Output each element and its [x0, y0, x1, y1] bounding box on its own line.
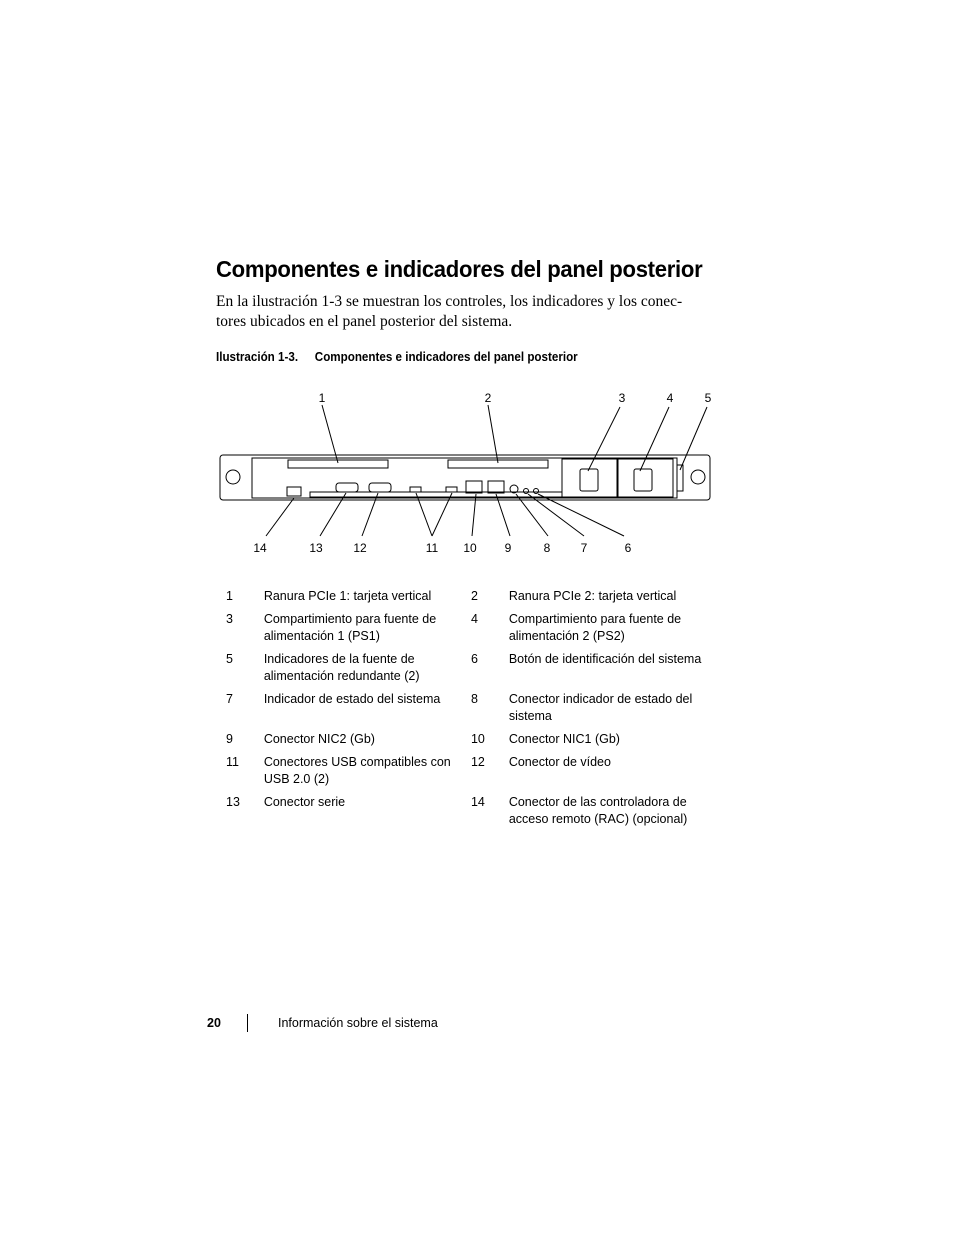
callout-3: 3 [618, 391, 626, 405]
legend-number: 6 [470, 652, 478, 666]
legend-number: 11 [226, 755, 239, 769]
footer-separator [247, 1014, 248, 1032]
legend-text: Compartimiento para fuente de alimentación 2 (PS2) [508, 612, 682, 643]
legend-text: Conector NIC1 (Gb) [508, 732, 620, 746]
callout-7: 7 [580, 541, 588, 555]
figure-caption [216, 350, 578, 364]
legend-row [226, 588, 716, 611]
legend-number: 13 [226, 795, 240, 809]
legend-text: Ranura PCIe 2: tarjeta vertical [508, 589, 677, 603]
legend-row [226, 691, 716, 731]
legend-number: 9 [226, 732, 233, 746]
legend-number: 3 [226, 612, 233, 626]
callout-10: 10 [463, 541, 477, 555]
legend-text: Conectores USB compatibles con USB 2.0 (2) [263, 755, 451, 786]
legend-number: 2 [470, 589, 478, 603]
legend-text: Conector de las controladora de acceso remoto (RAC) (opcional) [508, 795, 688, 826]
usb-connector-2 [446, 487, 457, 492]
page-heading: Componentes e indicadores del panel posterior [216, 256, 703, 282]
rear-panel-illustration [214, 385, 714, 560]
legend-number: 10 [470, 732, 485, 746]
nic2-connector [488, 481, 504, 493]
intro-line-1: En la ilustración 1-3 se muestran los controles, los indicadores y los conec- [216, 293, 683, 310]
legend-row [226, 731, 716, 754]
page-number: 20 [207, 1016, 221, 1030]
legend-row [226, 754, 716, 794]
system-status-indicator [524, 489, 529, 494]
figure-title: Componentes e indicadores del panel posterior [314, 350, 578, 364]
intro-paragraph [216, 292, 716, 332]
callout-9: 9 [504, 541, 512, 555]
legend-row [226, 794, 716, 834]
callout-8: 8 [543, 541, 551, 555]
callout-12: 12 [353, 541, 367, 555]
usb-connector-1 [410, 487, 421, 492]
legend-number: 4 [470, 612, 478, 626]
callout-6: 6 [624, 541, 632, 555]
nic1-connector [466, 481, 482, 493]
legend-text: Botón de identificación del sistema [508, 652, 702, 666]
callout-11: 11 [425, 541, 439, 555]
legend-number: 14 [470, 795, 485, 809]
legend-text: Conector indicador de estado del sistema [508, 692, 693, 723]
footer-section-title: Información sobre el sistema [278, 1016, 438, 1030]
legend-number: 12 [470, 755, 485, 769]
callout-5: 5 [704, 391, 712, 405]
rack-ear-right [691, 470, 705, 484]
ps2-socket [634, 469, 652, 491]
intro-line-2: tores ubicados en el panel posterior del sistema. [216, 313, 513, 330]
legend-text: Conector serie [263, 795, 346, 809]
callout-2: 2 [484, 391, 492, 405]
legend-text: Compartimiento para fuente de alimentación 1 (PS1) [263, 612, 437, 643]
legend-text: Indicadores de la fuente de alimentación redundante (2) [263, 652, 420, 683]
legend-number: 5 [226, 652, 233, 666]
rack-ear-left [226, 470, 240, 484]
legend-row [226, 611, 716, 651]
legend-text: Conector de vídeo [508, 755, 611, 769]
system-id-button [534, 489, 539, 494]
chassis-outline [220, 455, 710, 500]
legend-number: 7 [226, 692, 233, 706]
legend-number: 8 [470, 692, 478, 706]
rac-connector [287, 487, 301, 496]
legend-row [226, 651, 716, 691]
legend-text: Indicador de estado del sistema [263, 692, 441, 706]
callout-13: 13 [309, 541, 323, 555]
figure-label: Ilustración 1-3. [216, 350, 299, 364]
legend-text: Conector NIC2 (Gb) [263, 732, 375, 746]
ps1-socket [580, 469, 598, 491]
legend-number: 1 [226, 589, 233, 603]
video-connector [369, 483, 391, 492]
callout-1: 1 [318, 391, 326, 405]
serial-connector [336, 483, 358, 492]
rear-panel-figure [214, 385, 714, 560]
callout-4: 4 [666, 391, 674, 405]
legend-table [226, 588, 716, 834]
legend-text: Ranura PCIe 1: tarjeta vertical [263, 589, 432, 603]
callout-14: 14 [253, 541, 267, 555]
